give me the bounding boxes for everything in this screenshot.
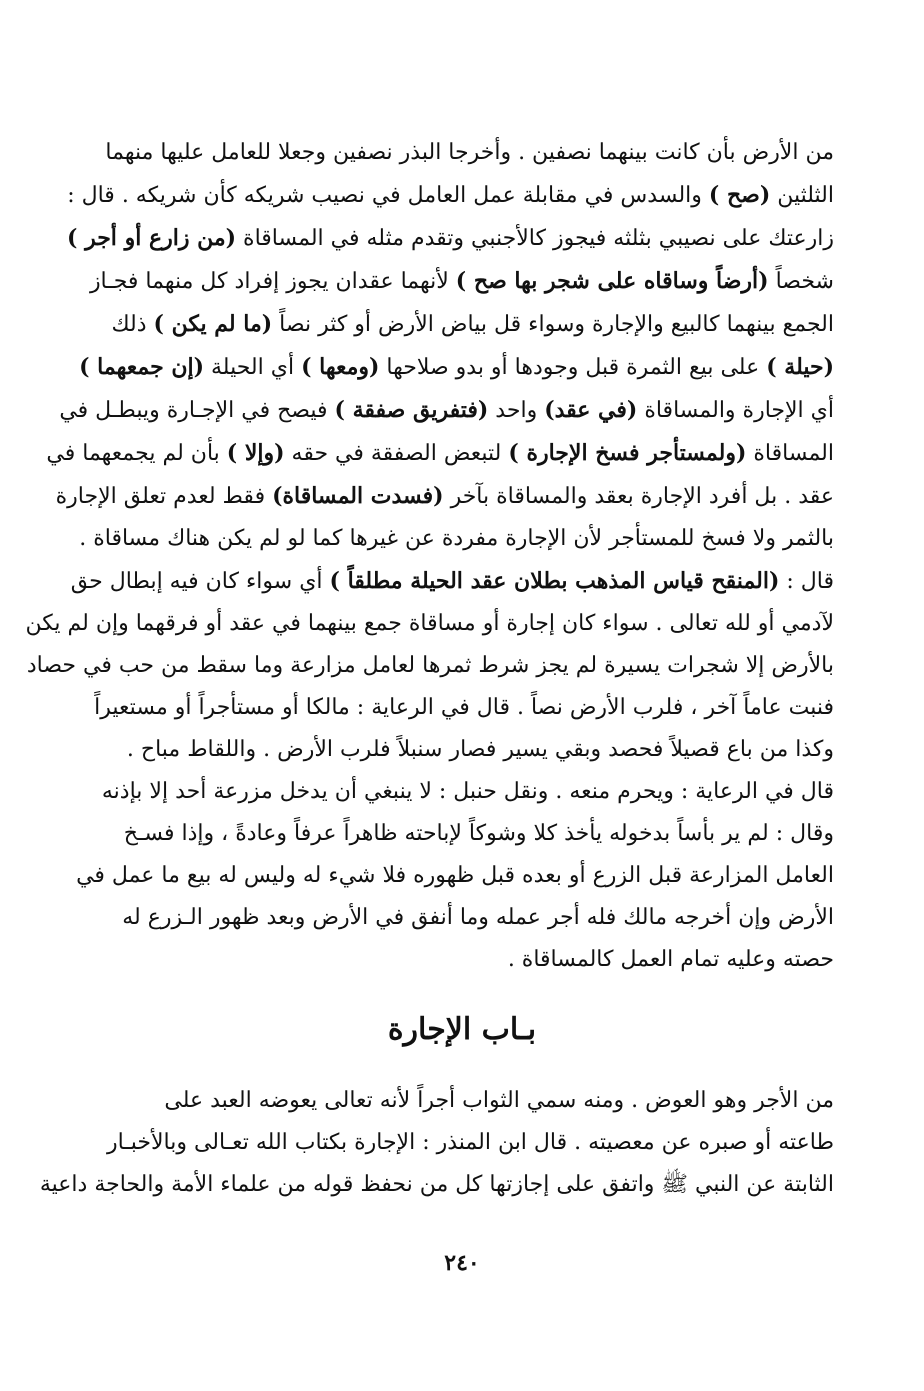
- bold-matn-run: (فتفريق صفقة ): [334, 397, 489, 423]
- body-text-top: [25, 132, 834, 981]
- text-run: واحد: [488, 398, 545, 423]
- body-top-line: [67, 217, 834, 260]
- text-run: وكذا من باع قصيلاً فحصد وبقي يسير فصار سنبلاً فلرب الأرض . واللقاط مباح .: [126, 737, 834, 762]
- text-run: شخصاً: [768, 269, 834, 294]
- text-run: الثلثين: [770, 183, 834, 208]
- page-number: ٢٤٠: [444, 1250, 480, 1276]
- body-top-line: [101, 771, 834, 813]
- text-run: عقد . بل أفرد الإجارة بعقد والمساقاة بآخر: [443, 484, 834, 509]
- body-top-line: [89, 260, 834, 303]
- text-run: زارعتك على نصيبي بثلثه فيجوز كالأجنبي وتقدم مثله في المساقاة: [236, 226, 834, 251]
- text-run: والسدس في مقابلة عمل العامل في نصيب شريكه كأن شريكه . قال :: [67, 183, 709, 208]
- text-run: على بيع الثمرة قبل وجودها أو بدو صلاحها: [379, 355, 767, 380]
- body-top-line: [79, 518, 834, 560]
- bold-matn-run: (إن جمعهما ): [79, 354, 205, 380]
- text-run: أي الإجارة والمساقاة: [637, 398, 834, 423]
- text-run: المساقاة: [746, 441, 834, 466]
- chapter-heading: بـاب الإجارة: [387, 1012, 537, 1047]
- text-run: فقط لعدم تعلق الإجارة: [55, 484, 273, 509]
- bold-matn-run: (في عقد): [544, 397, 638, 423]
- body-top-line: [26, 645, 834, 687]
- bold-matn-run: (المنقح قياس المذهب بطلان عقد الحيلة مطلقاً ): [329, 568, 780, 594]
- text-run: الثابتة عن النبي ﷺ واتفق على إجازتها كل من نحفظ قوله من علماء الأمة والحاجة داعية: [39, 1172, 834, 1197]
- body-top-line: [104, 303, 834, 346]
- body-bottom-line: [39, 1164, 834, 1206]
- text-run: بالثمر ولا فسخ للمستأجر لأن الإجارة مفردة عن غيرها كما لو لم يكن هناك مساقاة .: [79, 526, 834, 551]
- text-run: لأنهما عقدان يجوز إفراد كل منهما فجـاز: [89, 269, 456, 294]
- text-run: لآدمي أو لله تعالى . سواء كان إجارة أو مساقاة جمع بينهما في عقد أو فرقهما وإن لم يكن: [25, 611, 834, 636]
- bold-matn-run: (وإلا ): [226, 440, 285, 466]
- text-run: فنبت عاماً آخر ، فلرب الأرض نصاً . قال في الرعاية : مالكا أو مستأجراً أو مستعيراً: [94, 695, 834, 720]
- body-bottom-line: [104, 1080, 834, 1122]
- text-run: لتبعض الصفقة في حقه: [284, 441, 509, 466]
- bold-matn-run: (ومعها ): [301, 354, 380, 380]
- text-run: الأرض وإن أخرجه مالك فله أجر عمله وما أنفق في الأرض وبعد ظهور الـزرع له: [122, 905, 834, 930]
- text-run: بالأرض إلا شجرات يسيرة لم يجز شرط ثمرها لعامل مزارعة وما سقط من حب في حصاد: [26, 653, 834, 678]
- body-top-line: [46, 432, 834, 475]
- body-top-line: [94, 687, 834, 729]
- body-top-line: [76, 855, 834, 897]
- body-top-line: [70, 560, 834, 603]
- text-run: حصته وعليه تمام العمل كالمساقاة .: [507, 947, 834, 972]
- text-run: أي سواء كان فيه إبطال حق: [70, 569, 330, 594]
- bold-matn-run: (فسدت المساقاة): [272, 483, 444, 509]
- text-run: أي الحيلة: [204, 355, 302, 380]
- text-run: طاعته أو صبره عن معصيته . قال ابن المنذر : الإجارة بكتاب الله تعـالى وبالأخبـار: [106, 1130, 834, 1155]
- text-run: من الأرض بأن كانت بينهما نصفين . وأخرجا البذر نصفين وجعلا للعامل عليها منهما: [105, 140, 834, 165]
- text-run: بأن لم يجمعهما في: [46, 441, 227, 466]
- bold-matn-run: (صح ): [708, 182, 771, 208]
- body-top-line: [79, 346, 834, 389]
- body-top-line: [104, 897, 834, 939]
- bold-matn-run: (من زارع أو أجر ): [67, 225, 237, 251]
- bold-matn-run: (حيلة ): [766, 354, 834, 380]
- bold-matn-run: (أرضاً وساقاه على شجر بها صح ): [455, 268, 769, 294]
- body-top-line: [25, 603, 834, 645]
- bold-matn-run: (ما لم يكن ): [153, 311, 273, 337]
- text-run: وقال : لم ير بأساً بدخوله يأخذ كلا وشوكاً لإباحته ظاهراً عرفاً وعادةً ، وإذا فسـخ: [123, 821, 834, 846]
- body-text-bottom: [39, 1080, 834, 1206]
- text-run: فيصح في الإجـارة ويبطـل في: [59, 398, 335, 423]
- text-run: ذلك: [111, 312, 154, 337]
- body-top-line: [55, 475, 834, 518]
- text-run: قال في الرعاية : ويحرم منعه . ونقل حنبل : لا ينبغي أن يدخل مزرعة أحد إلا بإذنه: [101, 779, 834, 804]
- body-bottom-line: [104, 1122, 834, 1164]
- body-top-line: [59, 389, 834, 432]
- text-run: العامل المزارعة قبل الزرع أو بعده قبل ظهوره فلا شيء له وليس له بيع ما عمل في: [76, 863, 834, 888]
- text-run: من الأجر وهو العوض . ومنه سمي الثواب أجراً لأنه تعالى يعوضه العبد على: [164, 1088, 834, 1113]
- body-top-line: [104, 813, 834, 855]
- body-top-line: [67, 174, 834, 217]
- text-run: الجمع بينهما كالبيع والإجارة وسواء قل بياض الأرض أو كثر نصاً: [272, 312, 834, 337]
- body-top-line: [104, 939, 834, 981]
- text-run: قال :: [779, 569, 834, 594]
- body-top-line: [104, 729, 834, 771]
- body-top-line: [104, 132, 834, 174]
- bold-matn-run: (ولمستأجر فسخ الإجارة ): [508, 440, 747, 466]
